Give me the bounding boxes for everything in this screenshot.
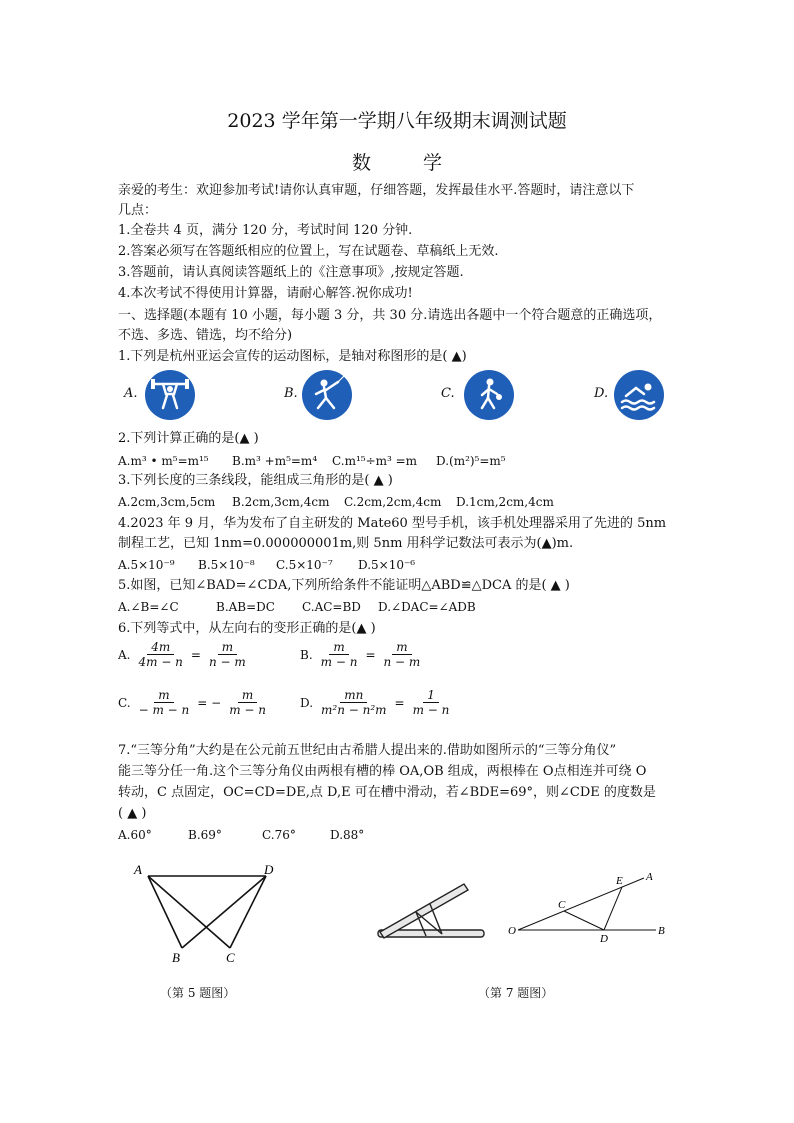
fig5-label-d: D	[264, 862, 274, 877]
trisector-device-illustration	[372, 876, 490, 946]
weightlifting-icon	[145, 370, 195, 420]
fig7-label-o: O	[508, 925, 516, 937]
fig7-label-c: C	[558, 899, 566, 911]
q6-c-left-fraction: $\frac{m}{- m - n}$	[138, 688, 190, 717]
q6-a-equals: =	[190, 647, 201, 662]
figure-7-diagram	[506, 868, 676, 948]
q3-stem: 3.下列长度的三条线段，能组成三角形的是( ▲ )	[118, 473, 393, 488]
q6-c-right-fraction: $\frac{m}{m - n}$	[229, 688, 266, 717]
rule-1: 1.全卷共 4 页，满分 120 分，考试时间 120 分钟.	[118, 223, 413, 238]
q3-option-c: C.2cm,2cm,4cm	[344, 495, 442, 509]
q7-option-b: B.69°	[188, 828, 222, 842]
q7-option-d: D.88°	[330, 828, 365, 842]
q6-c-equals: = −	[197, 695, 222, 710]
q6-stem: 6.下列等式中，从左向右的变形正确的是(▲ )	[118, 621, 376, 636]
q7-stem-1: 7.“三等分角”大约是在公元前五世纪由古希腊人提出来的.借助如图所示的“三等分角仪”	[118, 743, 617, 758]
fencing-icon	[302, 370, 352, 420]
q6-option-c	[118, 688, 270, 717]
q5-option-d: D.∠DAC=∠ADB	[378, 600, 476, 614]
q6-d-right-fraction: $\frac{1}{m - n}$	[412, 688, 450, 717]
q2-option-c: C.m¹⁵÷m³ =m	[332, 454, 418, 468]
q6-b-equals: =	[365, 647, 376, 662]
q6-b-right-fraction: $\frac{m}{n - m}$	[383, 640, 421, 669]
q1-option-b-label: B.	[284, 386, 298, 401]
q2-option-d: D.(m²)⁵=m⁵	[436, 454, 506, 468]
q3-option-a: A.2cm,3cm,5cm	[118, 495, 216, 509]
q7-stem-4: ( ▲ )	[118, 806, 147, 821]
q6-d-left-fraction: $\frac{mn}{\text{m²n − n²m}}$	[321, 688, 387, 717]
q1-stem: 1.下列是杭州亚运会宣传的运动图标，是轴对称图形的是( ▲)	[118, 349, 467, 364]
fig5-label-a: A	[134, 862, 142, 877]
q4-option-b: B.5×10⁻⁸	[198, 558, 255, 572]
q4-stem-2: 制程工艺，已知 1nm=0.000000001m,则 5nm 用科学记数法可表示为(▲)m.	[118, 536, 574, 551]
figure-5-caption: （第 5 题图）	[160, 986, 236, 1000]
fig7-label-a: A	[646, 871, 653, 883]
q7-stem-2: 能三等分任一角.这个三等分角仪由两根有槽的棒 OA,OB 组成，两根棒在 O点相连并可绕 O	[118, 764, 647, 779]
q6-b-left-fraction: $\frac{m}{m - n}$	[320, 640, 358, 669]
q4-option-d: D.5×10⁻⁶	[358, 558, 416, 572]
swimming-icon	[614, 370, 664, 420]
q6-a-label: A.	[118, 647, 131, 662]
q6-c-label: C.	[118, 695, 131, 710]
q6-option-d	[300, 688, 453, 717]
fig5-label-c: C	[226, 950, 235, 965]
q6-option-a	[118, 640, 250, 669]
q4-stem-1: 4.2023 年 9 月，华为发布了自主研发的 Mate60 型号手机，该手机处理器采用了先进的 5nm	[118, 516, 667, 531]
fig5-label-b: B	[172, 950, 180, 965]
q7-stem-3: 转动，C 点固定，OC=CD=DE,点 D,E 可在槽中滑动，若∠BDE=69°，则∠CDE 的度数是	[118, 785, 656, 800]
subject-title: 数学	[351, 152, 494, 174]
q5-option-b: B.AB=DC	[216, 600, 275, 614]
fig7-label-e: E	[616, 875, 623, 887]
q4-option-c: C.5×10⁻⁷	[276, 558, 333, 572]
fig7-label-b: B	[658, 925, 665, 937]
q7-option-c: C.76°	[262, 828, 296, 842]
q7-option-a: A.60°	[118, 828, 152, 842]
q5-option-c: C.AC=BD	[302, 600, 361, 614]
q6-a-right-fraction: $\frac{m}{n - m}$	[208, 640, 246, 669]
q5-option-a: A.∠B=∠C	[118, 600, 179, 614]
basketball-icon	[464, 370, 514, 420]
section-heading-2: 不选、多选、错选，均不给分)	[118, 328, 293, 343]
q6-b-label: B.	[300, 647, 313, 662]
q1-option-c-label: C.	[441, 386, 455, 401]
q6-a-left-fraction: $\frac{4m}{4m - n}$	[138, 640, 183, 669]
q6-option-b	[300, 640, 424, 669]
intro-line-1: 亲爱的考生：欢迎参加考试!请你认真审题，仔细答题，发挥最佳水平.答题时，请注意以下	[118, 183, 635, 198]
intro-line-2: 几点：	[118, 203, 158, 218]
q1-option-d-label: D.	[594, 386, 609, 401]
rule-4: 4.本次考试不得使用计算器，请耐心解答.祝你成功!	[118, 286, 413, 301]
section-heading-1: 一、选择题(本题有 10 小题，每小题 3 分，共 30 分.请选出各题中一个符合题意的正确选项，	[118, 308, 662, 323]
q3-option-d: D.1cm,2cm,4cm	[456, 495, 554, 509]
page-title: 2023 学年第一学期八年级期末调测试题	[227, 110, 567, 132]
fig7-label-d: D	[600, 933, 608, 945]
q6-d-equals: =	[394, 695, 405, 710]
q2-option-b: B.m³ +m⁵=m⁴	[232, 454, 318, 468]
q2-stem: 2.下列计算正确的是(▲ )	[118, 431, 259, 446]
q1-option-a-label: A.	[124, 386, 138, 401]
q4-option-a: A.5×10⁻⁹	[118, 558, 175, 572]
q5-stem: 5.如图，已知∠BAD=∠CDA,下列所给条件不能证明△ABD≌△DCA 的是( ▲ )	[118, 578, 570, 593]
rule-3: 3.答题前，请认真阅读答题纸上的《注意事项》,按规定答题.	[118, 265, 464, 280]
q6-d-label: D.	[300, 695, 314, 710]
q2-option-a: A.m³ • m⁵=m¹⁵	[118, 454, 209, 468]
rule-2: 2.答案必须写在答题纸相应的位置上，写在试题卷、草稿纸上无效.	[118, 244, 499, 259]
q3-option-b: B.2cm,3cm,4cm	[232, 495, 330, 509]
figure-7-caption: （第 7 题图）	[478, 986, 554, 1000]
figure-5-diagram	[126, 856, 286, 966]
